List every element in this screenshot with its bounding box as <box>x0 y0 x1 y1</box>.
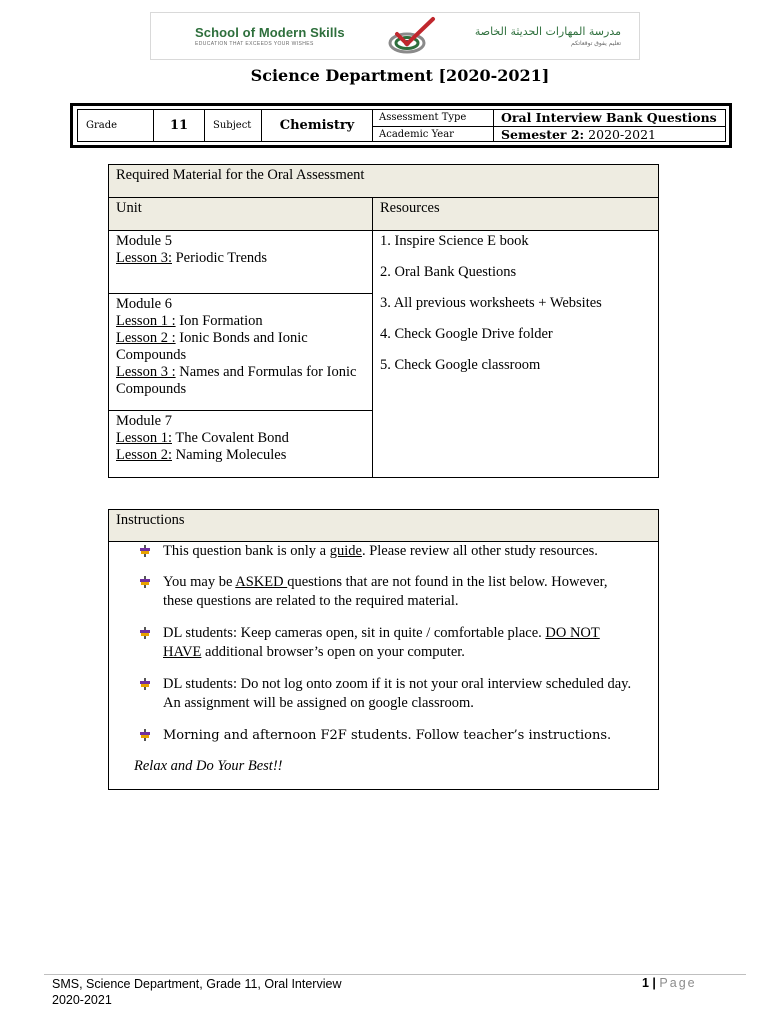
lesson-label: Lesson 1 : <box>116 313 176 329</box>
instruction-item <box>139 675 639 713</box>
closing-message: Relax and Do Your Best!! <box>134 758 283 774</box>
lesson-title: Naming Molecules <box>171 447 287 463</box>
grade-label: Grade <box>78 110 154 141</box>
module-cell <box>109 231 373 294</box>
lesson-line <box>116 330 365 364</box>
instruction-item <box>139 542 639 561</box>
assessment-type-label: Assessment Type <box>373 110 494 127</box>
instruction-item <box>139 573 639 611</box>
resource-item: 5. Check Google classroom <box>380 357 541 373</box>
instruction-item <box>139 726 639 745</box>
school-tagline-arabic: تعليم يفوق توقعاتكم <box>571 40 621 47</box>
instruction-text: DL students: Keep cameras open, sit in quite / comfortable place. <box>163 625 546 641</box>
footer-line-1: SMS, Science Department, Grade 11, Oral Interview <box>52 977 342 991</box>
subject-value: Chemistry <box>262 110 373 141</box>
grade-value: 11 <box>154 110 205 141</box>
instructions-box <box>108 509 659 790</box>
resource-item: 4. Check Google Drive folder <box>380 326 553 342</box>
lesson-label: Lesson 2 : <box>116 330 176 346</box>
instruction-emphasis: ASKED <box>235 574 288 590</box>
lesson-title: Periodic Trends <box>171 250 268 266</box>
logo-english-block <box>195 25 345 47</box>
logo-arabic-block <box>475 25 621 47</box>
semester-value: 2020-2021 <box>584 127 657 142</box>
academic-year-label: Academic Year <box>373 127 494 141</box>
lesson-label: Lesson 2: <box>116 447 172 463</box>
instruction-text: questions that are not found in the list below. However, these questions are related to the required material. <box>163 574 608 609</box>
pushpin-bullet-icon <box>139 576 151 588</box>
lesson-line <box>116 447 365 464</box>
pushpin-bullet-icon <box>139 627 151 639</box>
school-logo-banner <box>150 12 640 60</box>
lesson-label: Lesson 3: <box>116 250 172 266</box>
lesson-line <box>116 250 365 267</box>
required-material-table <box>108 164 659 478</box>
module-cell <box>109 294 373 411</box>
module-name: Module 6 <box>116 296 172 312</box>
footer-left-text <box>52 976 341 1008</box>
lesson-line <box>116 313 365 330</box>
resource-item: 3. All previous worksheets + Websites <box>380 295 602 311</box>
lesson-line <box>116 430 365 447</box>
module-cell <box>109 411 373 478</box>
school-name-english: School of Modern Skills <box>195 25 345 40</box>
instructions-heading: Instructions <box>109 510 658 542</box>
pushpin-bullet-icon <box>139 545 151 557</box>
lesson-title: Names and Formulas for Ionic Compounds <box>116 364 357 397</box>
instruction-emphasis: DO NOT HAVE <box>163 625 600 660</box>
material-heading: Required Material for the Oral Assessment <box>109 165 659 198</box>
footer-line-2: 2020-2021 <box>52 993 112 1007</box>
assessment-info-table <box>70 103 732 148</box>
assessment-type-value: Oral Interview Bank Questions <box>494 110 725 127</box>
page-number: 1 <box>642 976 649 990</box>
column-header-resources: Resources <box>373 198 659 231</box>
semester-label: Semester 2: <box>501 127 585 142</box>
module-name: Module 7 <box>116 413 172 429</box>
lesson-title: Ionic Bonds and Ionic Compounds <box>116 330 308 363</box>
resource-item: 1. Inspire Science E book <box>380 233 529 249</box>
lesson-title: Ion Formation <box>175 313 263 329</box>
school-tagline-english: EDUCATION THAT EXCEEDS YOUR WISHES <box>195 41 314 47</box>
lesson-title: The Covalent Bond <box>171 430 289 446</box>
resource-item: 2. Oral Bank Questions <box>380 264 517 280</box>
lesson-label: Lesson 1: <box>116 430 172 446</box>
pushpin-bullet-icon <box>139 729 151 741</box>
module-name: Module 5 <box>116 233 172 249</box>
resources-cell <box>373 231 659 478</box>
instruction-text: . Please review all other study resources. <box>361 543 598 559</box>
semester-field <box>494 127 725 141</box>
lesson-line <box>116 364 365 398</box>
instruction-text: additional browser’s open on your computer. <box>201 644 465 660</box>
school-name-arabic: مدرسة المهارات الحديثة الخاصة <box>474 25 621 38</box>
footer-divider <box>44 974 746 975</box>
page-number-block <box>642 976 697 990</box>
instruction-text: This question bank is only a <box>163 543 330 559</box>
instruction-text: Morning and afternoon F2F students. Follow teacher’s instructions. <box>163 728 612 743</box>
page-separator: | <box>648 976 660 990</box>
pushpin-bullet-icon <box>139 678 151 690</box>
lesson-label: Lesson 3 : <box>116 364 176 380</box>
instruction-emphasis: guide <box>329 543 362 559</box>
page-label: Page <box>659 976 697 990</box>
page-title: Science Department [2020-2021] <box>250 66 550 85</box>
subject-label: Subject <box>205 110 262 141</box>
instruction-item <box>139 624 639 662</box>
instruction-text: You may be <box>163 574 236 590</box>
instruction-text: DL students: Do not log onto zoom if it is not your oral interview scheduled day. An assignment will be assigned on google classroom. <box>163 676 632 711</box>
checkmark-swirl-logo-icon <box>383 16 437 56</box>
column-header-unit: Unit <box>109 198 373 231</box>
